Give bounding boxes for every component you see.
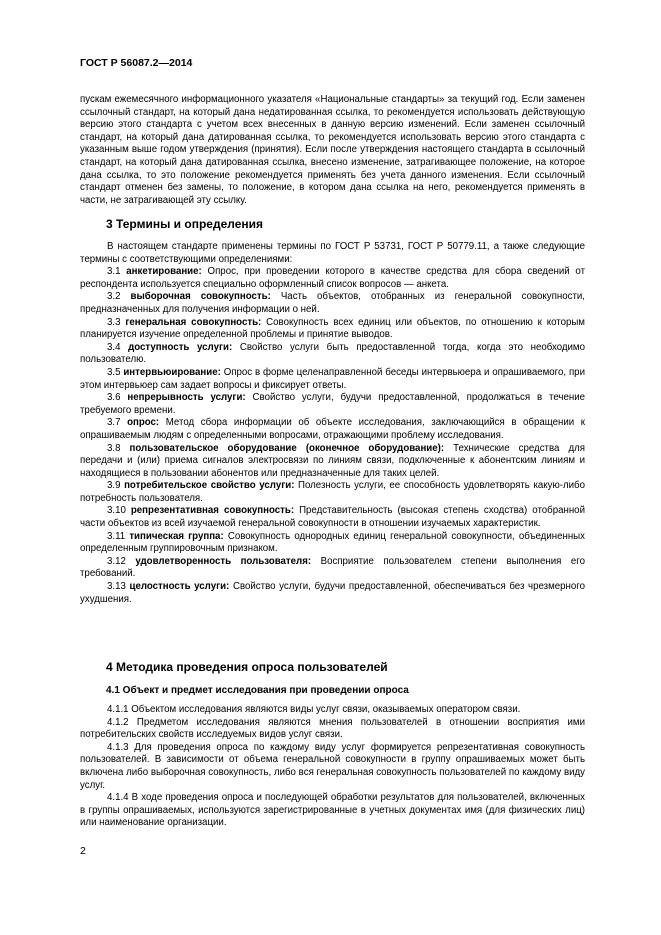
- intro-block: [80, 94, 585, 207]
- term-number: 3.10: [107, 505, 126, 517]
- term-definition: [80, 392, 585, 417]
- term-name: доступность услуги:: [128, 341, 233, 353]
- term-text: Технические средства для передачи и (или) приема сигналов электросвязи по линиям связи, подключенные к абонентским линиям и находящиеся в пользовании абонентов или предназначенные для таких целей.: [80, 442, 585, 479]
- term-number: 3.13: [107, 581, 126, 593]
- term-name: репрезентативная совокупность:: [130, 505, 295, 517]
- terms-list: [80, 266, 585, 606]
- term-text: Свойство услуги, будучи предоставленной, обеспечиваться без чрезмерного ухудшения.: [80, 581, 585, 605]
- term-text: Совокупность всех единиц или объектов, по отношению к которым планируется изучение определенной проблемы и принятие выводов.: [80, 316, 585, 341]
- term-name: потребительское свойство услуги:: [124, 480, 295, 492]
- term-name: непрерывность услуги:: [127, 392, 246, 404]
- term-definition: [80, 556, 585, 581]
- section-3-heading: 3 Термины и определения: [106, 217, 264, 231]
- term-number: 3.1: [107, 266, 121, 278]
- term-definition: [80, 266, 585, 291]
- section-4-1-heading: 4.1 Объект и предмет исследования при проведении опроса: [106, 685, 409, 696]
- term-definition: [80, 417, 585, 442]
- term-text: Восприятие пользователем степени выполнения его требований.: [80, 555, 585, 580]
- term-text: Метод сбора информации об объекте исследования, заключающийся в обращении к опрашиваемым людям с определенными вопросами, отражающими проблему исследования.: [80, 417, 585, 441]
- paragraph-4-1-4: 4.1.4 В ходе проведения опроса и последующей обработки результатов для пользователей, включенных в группы опрашиваемых, используются зарегистрированные в учетных документах имя (для физических лиц) или наименование организации.: [80, 792, 585, 829]
- term-name: анкетирование:: [126, 266, 202, 278]
- term-name: удовлетворенность пользователя:: [135, 555, 312, 567]
- term-number: 3.7: [107, 417, 121, 429]
- page-number: 2: [80, 845, 86, 857]
- paragraph-4-1-3: 4.1.3 Для проведения опроса по каждому виду услуг формируется репрезентативная совокупность пользователей. В зависимости от объема генеральной совокупности в группу опрашиваемых может быть включена либо выборочная совокупность, либо вся генеральная совокупность пользователей по каждому виду услуг.: [80, 741, 585, 791]
- term-text: Представительность (высокая степень сходства) отобранной части объектов из всей изучаемой генеральной совокупности в отношении изучаемых характеристик.: [80, 505, 585, 530]
- term-definition: [80, 443, 585, 481]
- term-text: Свойство услуги быть предоставленной тогда, когда это необходимо пользователю.: [80, 341, 585, 366]
- term-number: 3.5: [107, 366, 121, 378]
- paragraph-4-1-2: 4.1.2 Предметом исследования являются мнения пользователей в отношении восприятия ими потребительских свойств исследуемых видов услуг связи.: [80, 716, 585, 741]
- term-text: Опрос, при проведении которого в качестве средства для сбора сведений от респондента используется специально оформленный список вопросов — анкета.: [80, 266, 586, 290]
- term-name: выборочная совокупность:: [130, 291, 271, 303]
- term-text: Часть объектов, отобранных из генеральной совокупности, предназначенных для получения информации о ней.: [80, 291, 585, 315]
- term-text: Свойство услуги, будучи предоставленной, продолжаться в течение требуемого времени.: [80, 392, 585, 416]
- term-definition: [80, 531, 585, 556]
- term-name: опрос:: [127, 417, 160, 429]
- term-definition: [80, 480, 585, 505]
- section-4-body: [80, 704, 585, 830]
- term-definition: [80, 317, 585, 342]
- term-number: 3.12: [107, 555, 126, 567]
- term-number: 3.6: [107, 392, 121, 404]
- term-number: 3.3: [107, 316, 121, 328]
- term-definition: [80, 291, 585, 316]
- document-header: ГОСТ Р 56087.2—2014: [80, 57, 193, 69]
- section-4-heading: 4 Методика проведения опроса пользователей: [106, 660, 388, 674]
- term-name: целостность услуги:: [129, 581, 230, 593]
- term-definition: [80, 505, 585, 530]
- term-definition: [80, 342, 585, 367]
- term-number: 3.11: [107, 530, 126, 542]
- term-number: 3.8: [107, 442, 121, 454]
- term-text: Опрос в форме целенаправленной беседы интервьюера и опрашиваемого, при этом интервьюер сам задает вопросы и фиксирует ответы.: [80, 366, 585, 391]
- section-3-body: [80, 241, 585, 606]
- section-3-lead: В настоящем стандарте применены термины по ГОСТ Р 53731, ГОСТ Р 50779.11, а также следующие термины с соответствующими определениями:: [80, 241, 585, 265]
- term-number: 3.9: [107, 480, 121, 492]
- term-text: Совокупность однородных единиц генеральной совокупности, объединенных определенным группировочным признаком.: [80, 530, 585, 555]
- term-name: пользовательское оборудование (оконечное оборудование):: [129, 442, 445, 454]
- paragraph-4-1-1: 4.1.1 Объектом исследования являются виды услуг связи, оказываемых оператором связи.: [107, 704, 521, 715]
- intro-paragraph: пускам ежемесячного информационного указателя «Национальные стандарты» за текущий год. Если заменен ссылочный стандарт, на который дана недатированная ссылка, то рекомендуется использовать действующую версию этого стандарта с учетом всех внесенных в данную версию изменений. Если заменен ссылочный стандарт, на который дана датированная ссылка, то рекомендуется использовать версию этого стандарта с указанным выше годом утверждения (принятия). Если после утверждения настоящего стандарта в ссылочный стандарт, на который дана датированная ссылка, внесено изменение, затрагивающее положение, на которое дана ссылка, то это положение рекомендуется применять без учета данного изменения. Если ссылочный стандарт отменен без замены, то положение, в котором дана ссылка на него, рекомендуется применять в части, не затрагивающей эту ссылку.: [80, 94, 585, 206]
- term-name: генеральная совокупность:: [125, 316, 262, 328]
- term-number: 3.4: [107, 341, 121, 353]
- term-name: интервьюирование:: [123, 366, 221, 378]
- term-definition: [80, 581, 585, 606]
- term-number: 3.2: [107, 291, 121, 303]
- term-definition: [80, 367, 585, 392]
- term-text: Полезность услуги, ее способность удовлетворять какую-либо потребность пользователя.: [80, 480, 585, 504]
- term-name: типическая группа:: [129, 530, 224, 542]
